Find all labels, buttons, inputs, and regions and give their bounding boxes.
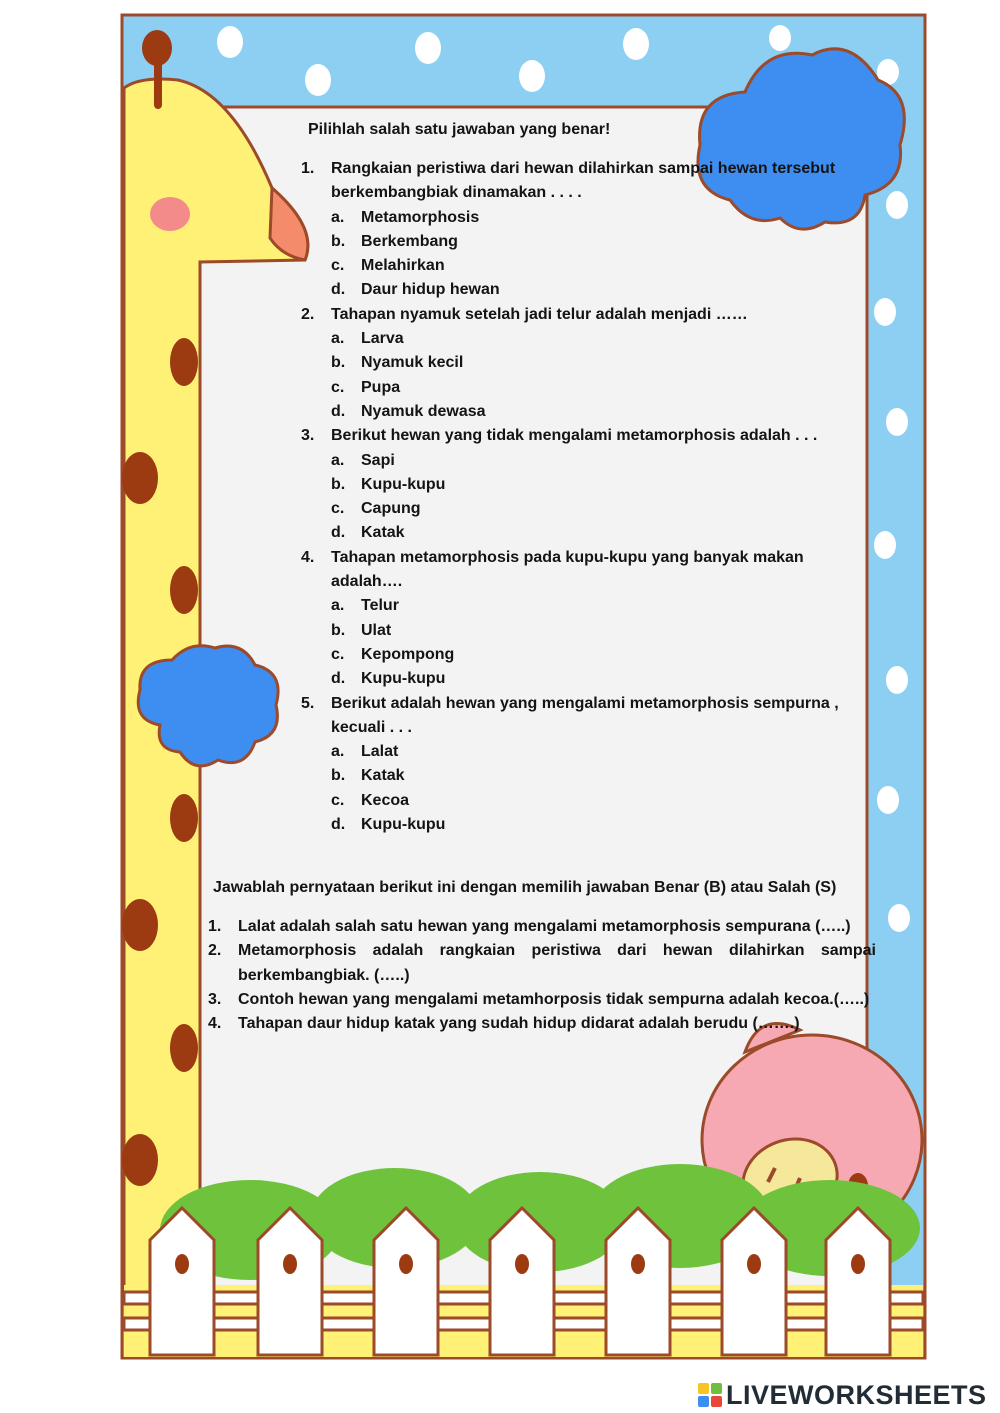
option-3a[interactable] (331, 449, 851, 473)
question-text: Tahapan metamorphosis pada kupu-kupu yang banyak makan adalah…. (331, 548, 804, 591)
option-2a[interactable] (331, 327, 851, 351)
statement-1[interactable] (208, 915, 876, 939)
option-4d[interactable] (331, 667, 851, 691)
option-letter: c. (331, 500, 345, 518)
question-text: Berikut adalah hewan yang mengalami metamorphosis sempurna , kecuali . . . (331, 694, 839, 736)
option-text: Melahirkan (361, 257, 445, 275)
option-4c[interactable] (331, 643, 851, 667)
question-2 (301, 303, 851, 327)
option-3c[interactable] (331, 497, 851, 521)
option-5b[interactable] (331, 764, 851, 788)
brand-name: LIVEWORKSHEETS (726, 1379, 987, 1410)
option-letter: b. (331, 767, 346, 785)
statement-number: 3. (208, 990, 222, 1008)
option-letter: a. (331, 451, 345, 469)
option-5a[interactable] (331, 740, 851, 764)
option-letter: b. (331, 475, 346, 493)
statement-2[interactable] (208, 939, 876, 988)
statement-text: Contoh hewan yang mengalami metamhorposis tidak sempurna adalah kecoa.(…..) (238, 990, 870, 1008)
option-1c[interactable] (331, 254, 851, 278)
option-3d[interactable] (331, 521, 851, 545)
question-number: 1. (301, 160, 315, 177)
option-text: Metamorphosis (361, 208, 480, 226)
option-4a[interactable] (331, 594, 851, 618)
option-letter: a. (331, 208, 345, 226)
question-number: 4. (301, 548, 315, 566)
option-text: Kupu-kupu (361, 475, 446, 493)
statement-number: 4. (208, 1015, 222, 1033)
option-letter: b. (331, 232, 346, 250)
question-3 (301, 424, 851, 448)
option-letter: c. (331, 257, 345, 275)
question-text: Rangkaian peristiwa dari hewan dilahirkan sampai hewan tersebut berkembangbiak dinamakan . . . . (331, 160, 836, 202)
option-letter: d. (331, 524, 346, 542)
option-text: Kecoa (361, 791, 410, 809)
question-1 (301, 157, 851, 206)
true-false-list (208, 915, 876, 1036)
question-number: 5. (301, 694, 315, 712)
question-number: 3. (301, 427, 315, 445)
option-text: Sapi (361, 451, 395, 469)
option-text: Telur (361, 597, 399, 615)
option-text: Nyamuk kecil (361, 354, 464, 372)
option-letter: d. (331, 816, 346, 834)
statement-text: Lalat adalah salah satu hewan yang mengalami metamorphosis sempurana (…..) (238, 918, 851, 935)
option-text: Nyamuk dewasa (361, 402, 486, 420)
question-4 (301, 546, 811, 595)
option-letter: b. (331, 621, 346, 639)
option-text: Berkembang (361, 232, 458, 250)
statement-number: 1. (208, 918, 222, 935)
option-4b[interactable] (331, 619, 851, 643)
statement-text: Tahapan daur hidup katak yang sudah hidup didarat adalah berudu (…….) (238, 1015, 800, 1033)
statement-3[interactable] (208, 988, 876, 1012)
question-number: 2. (301, 305, 315, 323)
option-2d[interactable] (331, 400, 851, 424)
option-5d[interactable] (331, 813, 851, 837)
question-text: Berikut hewan yang tidak mengalami metamorphosis adalah . . . (331, 427, 818, 445)
option-text: Capung (361, 500, 421, 518)
option-text: Ulat (361, 621, 392, 639)
option-text: Katak (361, 767, 405, 785)
option-letter: c. (331, 645, 345, 663)
multiple-choice-list (301, 157, 851, 837)
option-text: Pupa (361, 378, 401, 396)
statement-text: Metamorphosis adalah rangkaian peristiwa dari hewan dilahirkan sampai berkembangbiak. (…..) (238, 942, 876, 984)
option-3b[interactable] (331, 473, 851, 497)
section2-heading: Jawablah pernyataan berikut ini dengan memilih jawaban Benar (B) atau Salah (S) (213, 879, 837, 896)
option-1b[interactable] (331, 230, 851, 254)
option-2c[interactable] (331, 376, 851, 400)
option-1a[interactable] (331, 206, 851, 230)
option-1d[interactable] (331, 278, 851, 302)
option-letter: d. (331, 402, 346, 420)
option-text: Lalat (361, 743, 399, 761)
option-text: Kupu-kupu (361, 816, 446, 834)
option-text: Daur hidup hewan (361, 281, 500, 299)
question-5 (301, 692, 851, 741)
liveworksheets-logo-icon (698, 1383, 722, 1407)
statement-4[interactable] (208, 1012, 876, 1036)
option-letter: a. (331, 330, 345, 348)
question-text: Tahapan nyamuk setelah jadi telur adalah menjadi …… (331, 305, 748, 323)
option-letter: b. (331, 354, 346, 372)
option-2b[interactable] (331, 351, 851, 375)
option-letter: a. (331, 597, 345, 615)
liveworksheets-brand[interactable] (698, 1378, 987, 1412)
option-text: Katak (361, 524, 405, 542)
statement-number: 2. (208, 942, 222, 960)
option-text: Larva (361, 330, 404, 348)
option-letter: c. (331, 791, 345, 809)
option-letter: d. (331, 670, 346, 688)
option-5c[interactable] (331, 789, 851, 813)
section1-heading: Pilihlah salah satu jawaban yang benar! (308, 121, 611, 138)
option-text: Kupu-kupu (361, 670, 446, 688)
option-text: Kepompong (361, 645, 455, 663)
option-letter: a. (331, 743, 345, 761)
option-letter: d. (331, 281, 346, 299)
option-letter: c. (331, 378, 345, 396)
